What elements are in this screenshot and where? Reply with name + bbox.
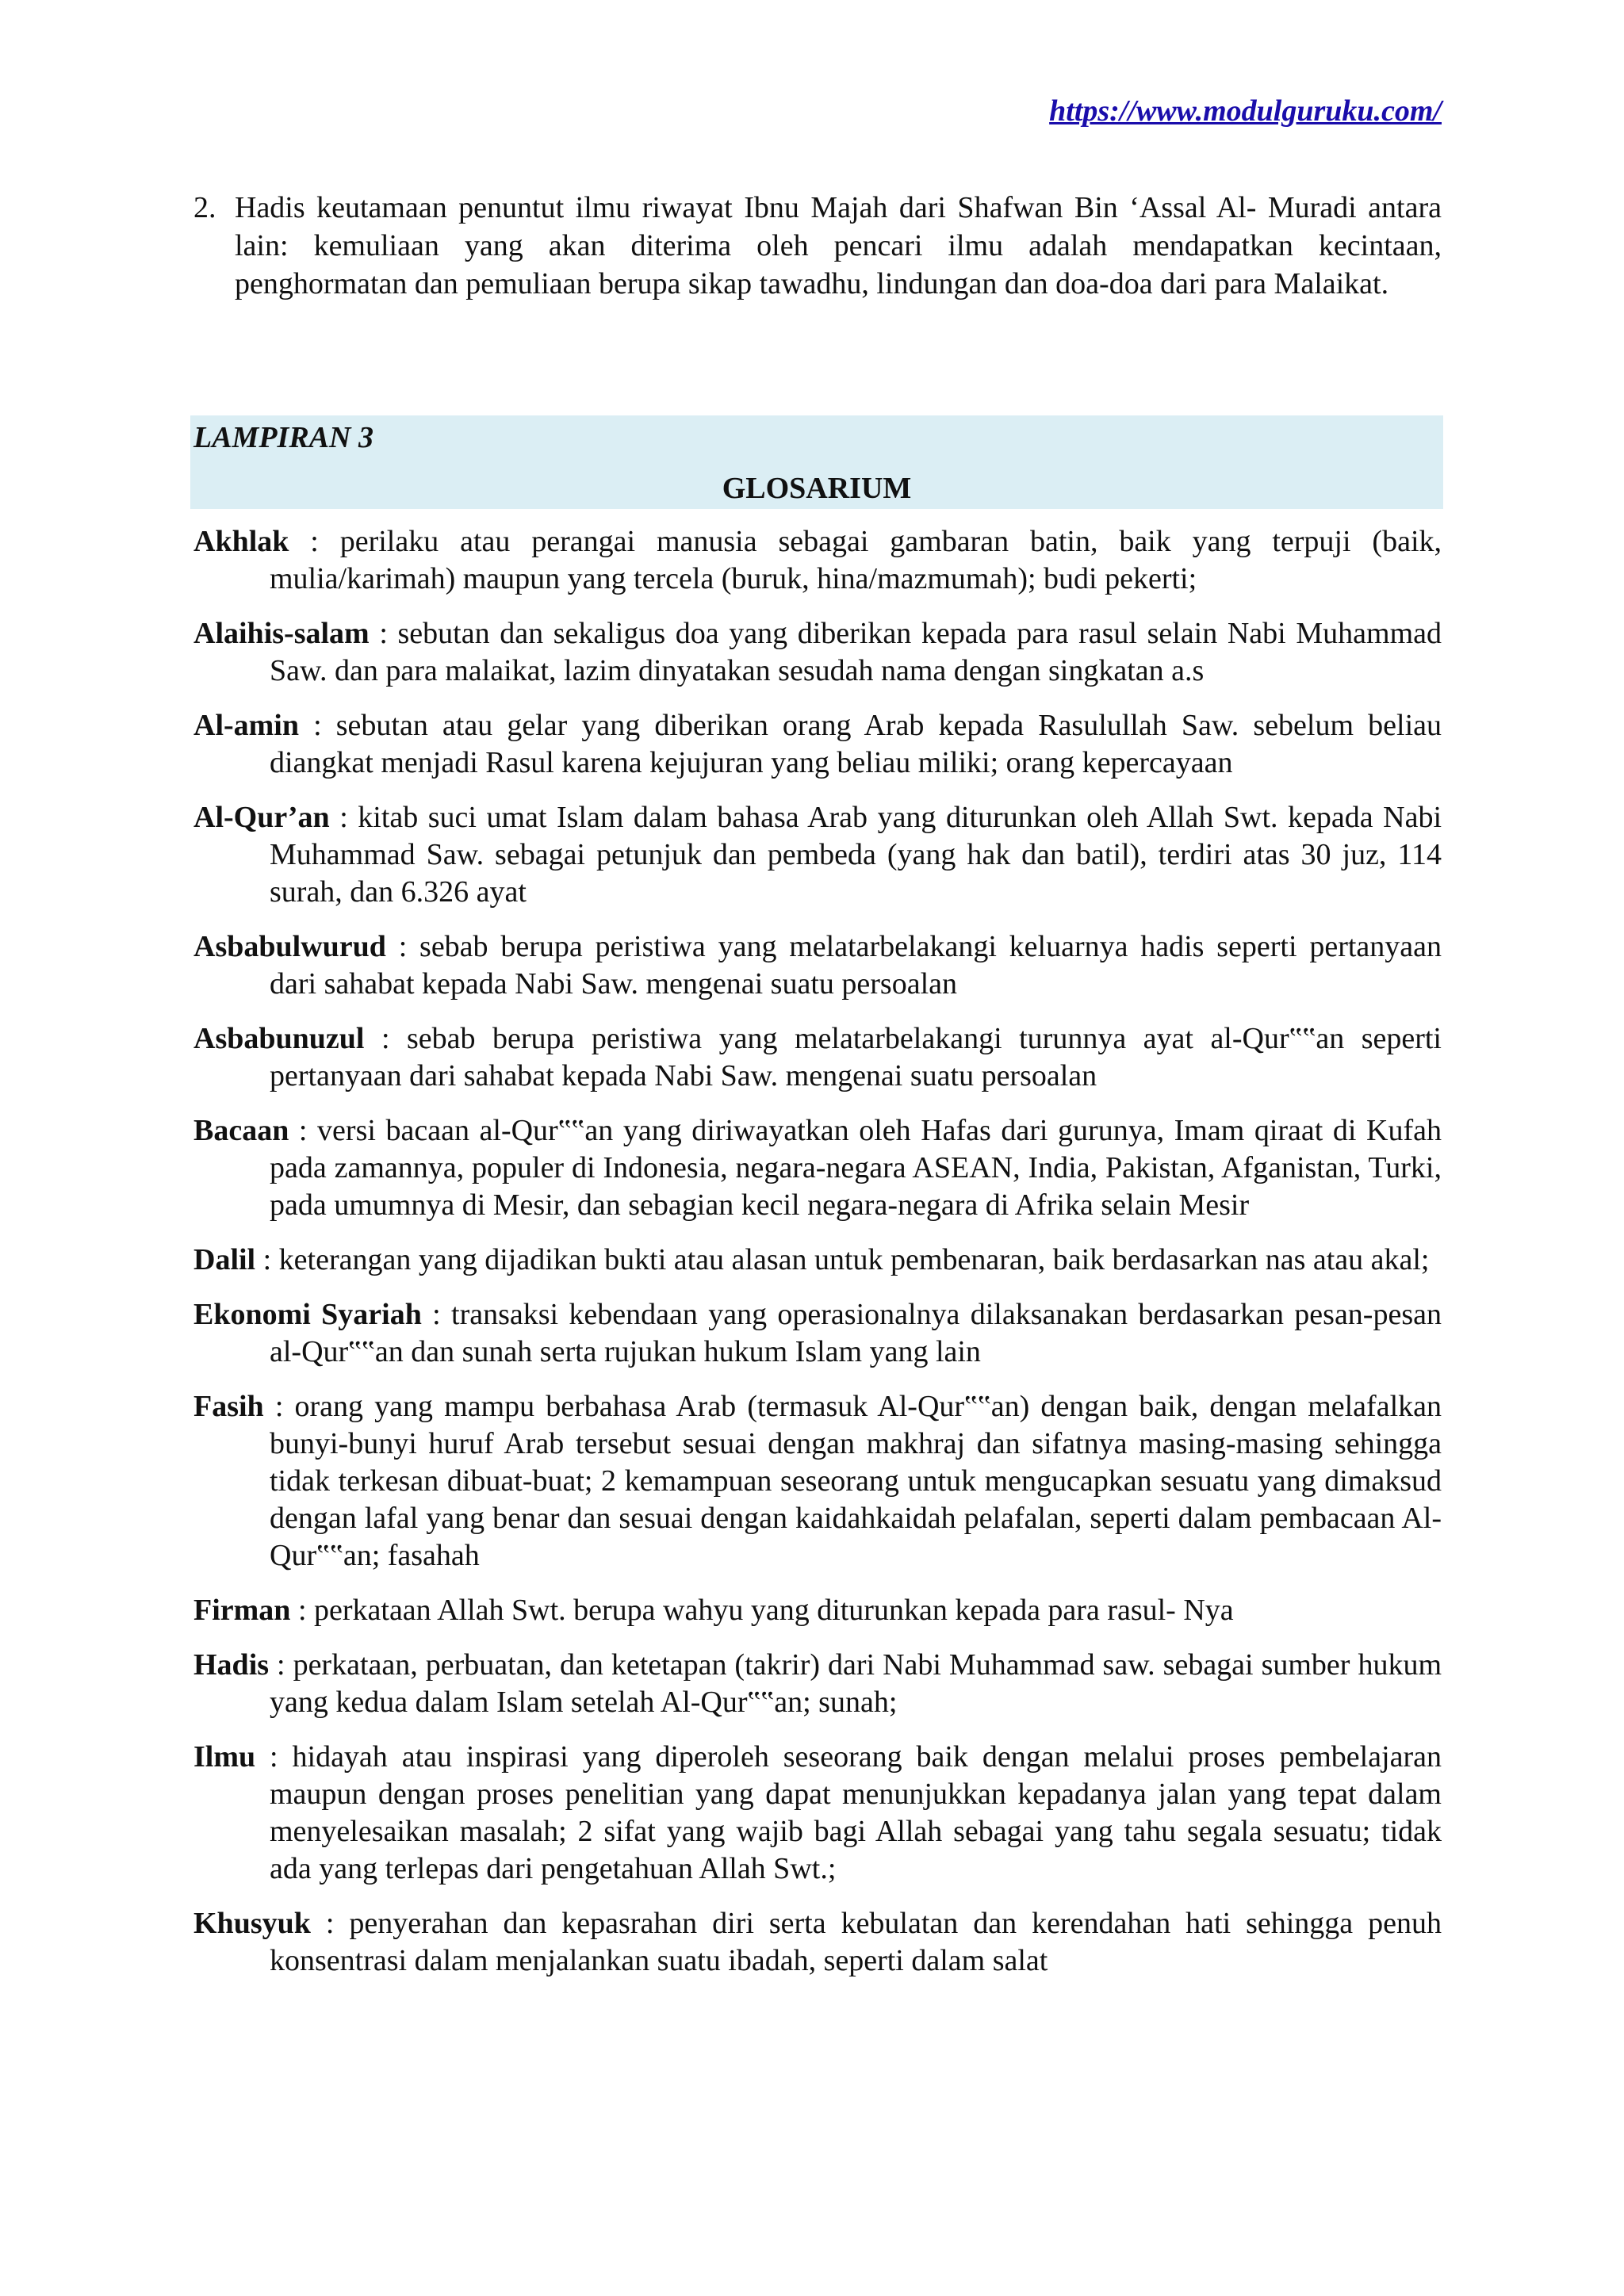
glossary-entry [193, 1388, 1442, 1575]
glossary-entry [193, 928, 1442, 1003]
item-number: 2. [193, 191, 216, 224]
glossary-term: Hadis [193, 1648, 270, 1682]
glossary-term: Bacaan [193, 1114, 289, 1147]
glossary-entry [193, 799, 1442, 911]
glossary-definition: : orang yang mampu berbahasa Arab (termasuk Al-Qur‟‟an) dengan baik, dengan melafalkan bunyi-bunyi huruf Arab tersebut sesuai dengan makhraj dan sifatnya masing-masing sehingga tidak terkesan dibuat-buat; 2 kemampuan seseorang untuk mengucapkan sesuatu yang dimaksud dengan lafal yang benar dan sesuai dengan kaidahkaidah pelafalan, seperti dalam pembacaan Al-Qur‟‟an; fasahah [263, 1390, 1442, 1572]
glossary-definition: : penyerahan dan kepasrahan diri serta kebulatan dan kerendahan hati sehingga penuh konsentrasi dalam menjalankan suatu ibadah, seperti dalam salat [270, 1907, 1442, 1977]
glossary-entry [193, 1296, 1442, 1371]
section-label: LAMPIRAN 3 [193, 421, 373, 454]
glossary-term: Khusyuk [193, 1907, 311, 1940]
glossary-definition: : sebutan atau gelar yang diberikan orang Arab kepada Rasulullah Saw. sebelum beliau diangkat menjadi Rasul karena kejujuran yang beliau miliki; orang kepercayaan [270, 709, 1442, 779]
glossary-entry [193, 1739, 1442, 1888]
numbered-item [193, 189, 1442, 303]
glossary-definition: : kitab suci umat Islam dalam bahasa Arab yang diturunkan oleh Allah Swt. kepada Nabi Muhammad Saw. sebagai petunjuk dan pembeda (yang hak dan batil), terdiri atas 30 juz, 114 surah, dan 6.326 ayat [270, 801, 1442, 909]
glossary-term: Asbabulwurud [193, 930, 386, 963]
glossary-term: Dalil [193, 1243, 256, 1276]
glossary-term: Akhlak [193, 525, 289, 558]
glossary-definition: : sebab berupa peristiwa yang melatarbelakangi turunnya ayat al-Qur‟‟an seperti pertanyaan dari sahabat kepada Nabi Saw. mengenai suatu persoalan [270, 1022, 1442, 1093]
glossary-definition: : perilaku atau perangai manusia sebagai gambaran batin, baik yang terpuji (baik, mulia/karimah) maupun yang tercela (buruk, hina/mazmumah); budi pekerti; [270, 525, 1442, 595]
glossary-term: Ekonomi Syariah [193, 1298, 422, 1331]
glossary-entry [193, 1592, 1442, 1629]
glossary-term: Al-amin [193, 709, 299, 742]
glossary-definition: : perkataan Allah Swt. berupa wahyu yang diturunkan kepada para rasul- Nya [290, 1594, 1234, 1627]
item-text: Hadis keutamaan penuntut ilmu riwayat Ibnu Majah dari Shafwan Bin ‘Assal Al- Muradi antara lain: kemuliaan yang akan diterima oleh pencari ilmu adalah mendapatkan kecintaan, penghormatan dan pemuliaan berupa sikap tawadhu, lindungan dan doa-doa dari para Malaikat. [235, 191, 1442, 300]
header-url-link[interactable]: https://www.modulguruku.com/ [1049, 94, 1442, 128]
glossary-definition: : sebutan dan sekaligus doa yang diberikan kepada para rasul selain Nabi Muhammad Saw. dan para malaikat, lazim dinyatakan sesudah nama dengan singkatan a.s [270, 617, 1442, 687]
glossary-list [193, 523, 1442, 1997]
glossary-entry [193, 1112, 1442, 1224]
glossary-term: Alaihis-salam [193, 617, 370, 650]
glossary-entry [193, 1647, 1442, 1721]
glossary-definition: : sebab berupa peristiwa yang melatarbelakangi keluarnya hadis seperti pertanyaan dari sahabat kepada Nabi Saw. mengenai suatu persoalan [270, 930, 1442, 1001]
glossary-entry [193, 1020, 1442, 1095]
glossary-term: Al-Qur’an [193, 801, 330, 834]
glossary-entry [193, 523, 1442, 598]
glossary-definition: : keterangan yang dijadikan bukti atau alasan untuk pembenaran, baik berdasarkan nas atau akal; [255, 1243, 1430, 1276]
glossary-entry [193, 615, 1442, 690]
glossary-entry [193, 1242, 1442, 1279]
glossary-definition: : hidayah atau inspirasi yang diperoleh seseorang baik dengan melalui proses pembelajaran maupun dengan proses penelitian yang dapat menunjukkan kepadanya jalan yang tepat dalam menyelesaikan masalah; 2 sifat yang wajib bagi Allah sebagai yang tahu segala sesuatu; tidak ada yang terlepas dari pengetahuan Allah Swt.; [255, 1740, 1442, 1885]
glossary-title: GLOSARIUM [722, 472, 912, 505]
glossary-entry [193, 1905, 1442, 1980]
glossary-term: Fasih [193, 1390, 264, 1423]
glossary-term: Firman [193, 1594, 291, 1627]
glossary-definition: : transaksi kebendaan yang operasionalnya dilaksanakan berdasarkan pesan-pesan al-Qur‟‟an dan sunah serta rujukan hukum Islam yang lain [270, 1298, 1442, 1368]
glossary-entry [193, 707, 1442, 782]
glossary-term: Ilmu [193, 1740, 256, 1774]
glossary-definition: : perkataan, perbuatan, dan ketetapan (takrir) dari Nabi Muhammad saw. sebagai sumber hukum yang kedua dalam Islam setelah Al-Qur‟‟an; sunah; [269, 1648, 1442, 1719]
glossary-term: Asbabunuzul [193, 1022, 365, 1055]
glossary-definition: : versi bacaan al-Qur‟‟an yang diriwayatkan oleh Hafas dari gurunya, Imam qiraat di Kufah pada zamannya, populer di Indonesia, negara-negara ASEAN, India, Pakistan, Afganistan, Turki, pada umumnya di Mesir, dan sebagian kecil negara-negara di Afrika selain Mesir [270, 1114, 1442, 1222]
